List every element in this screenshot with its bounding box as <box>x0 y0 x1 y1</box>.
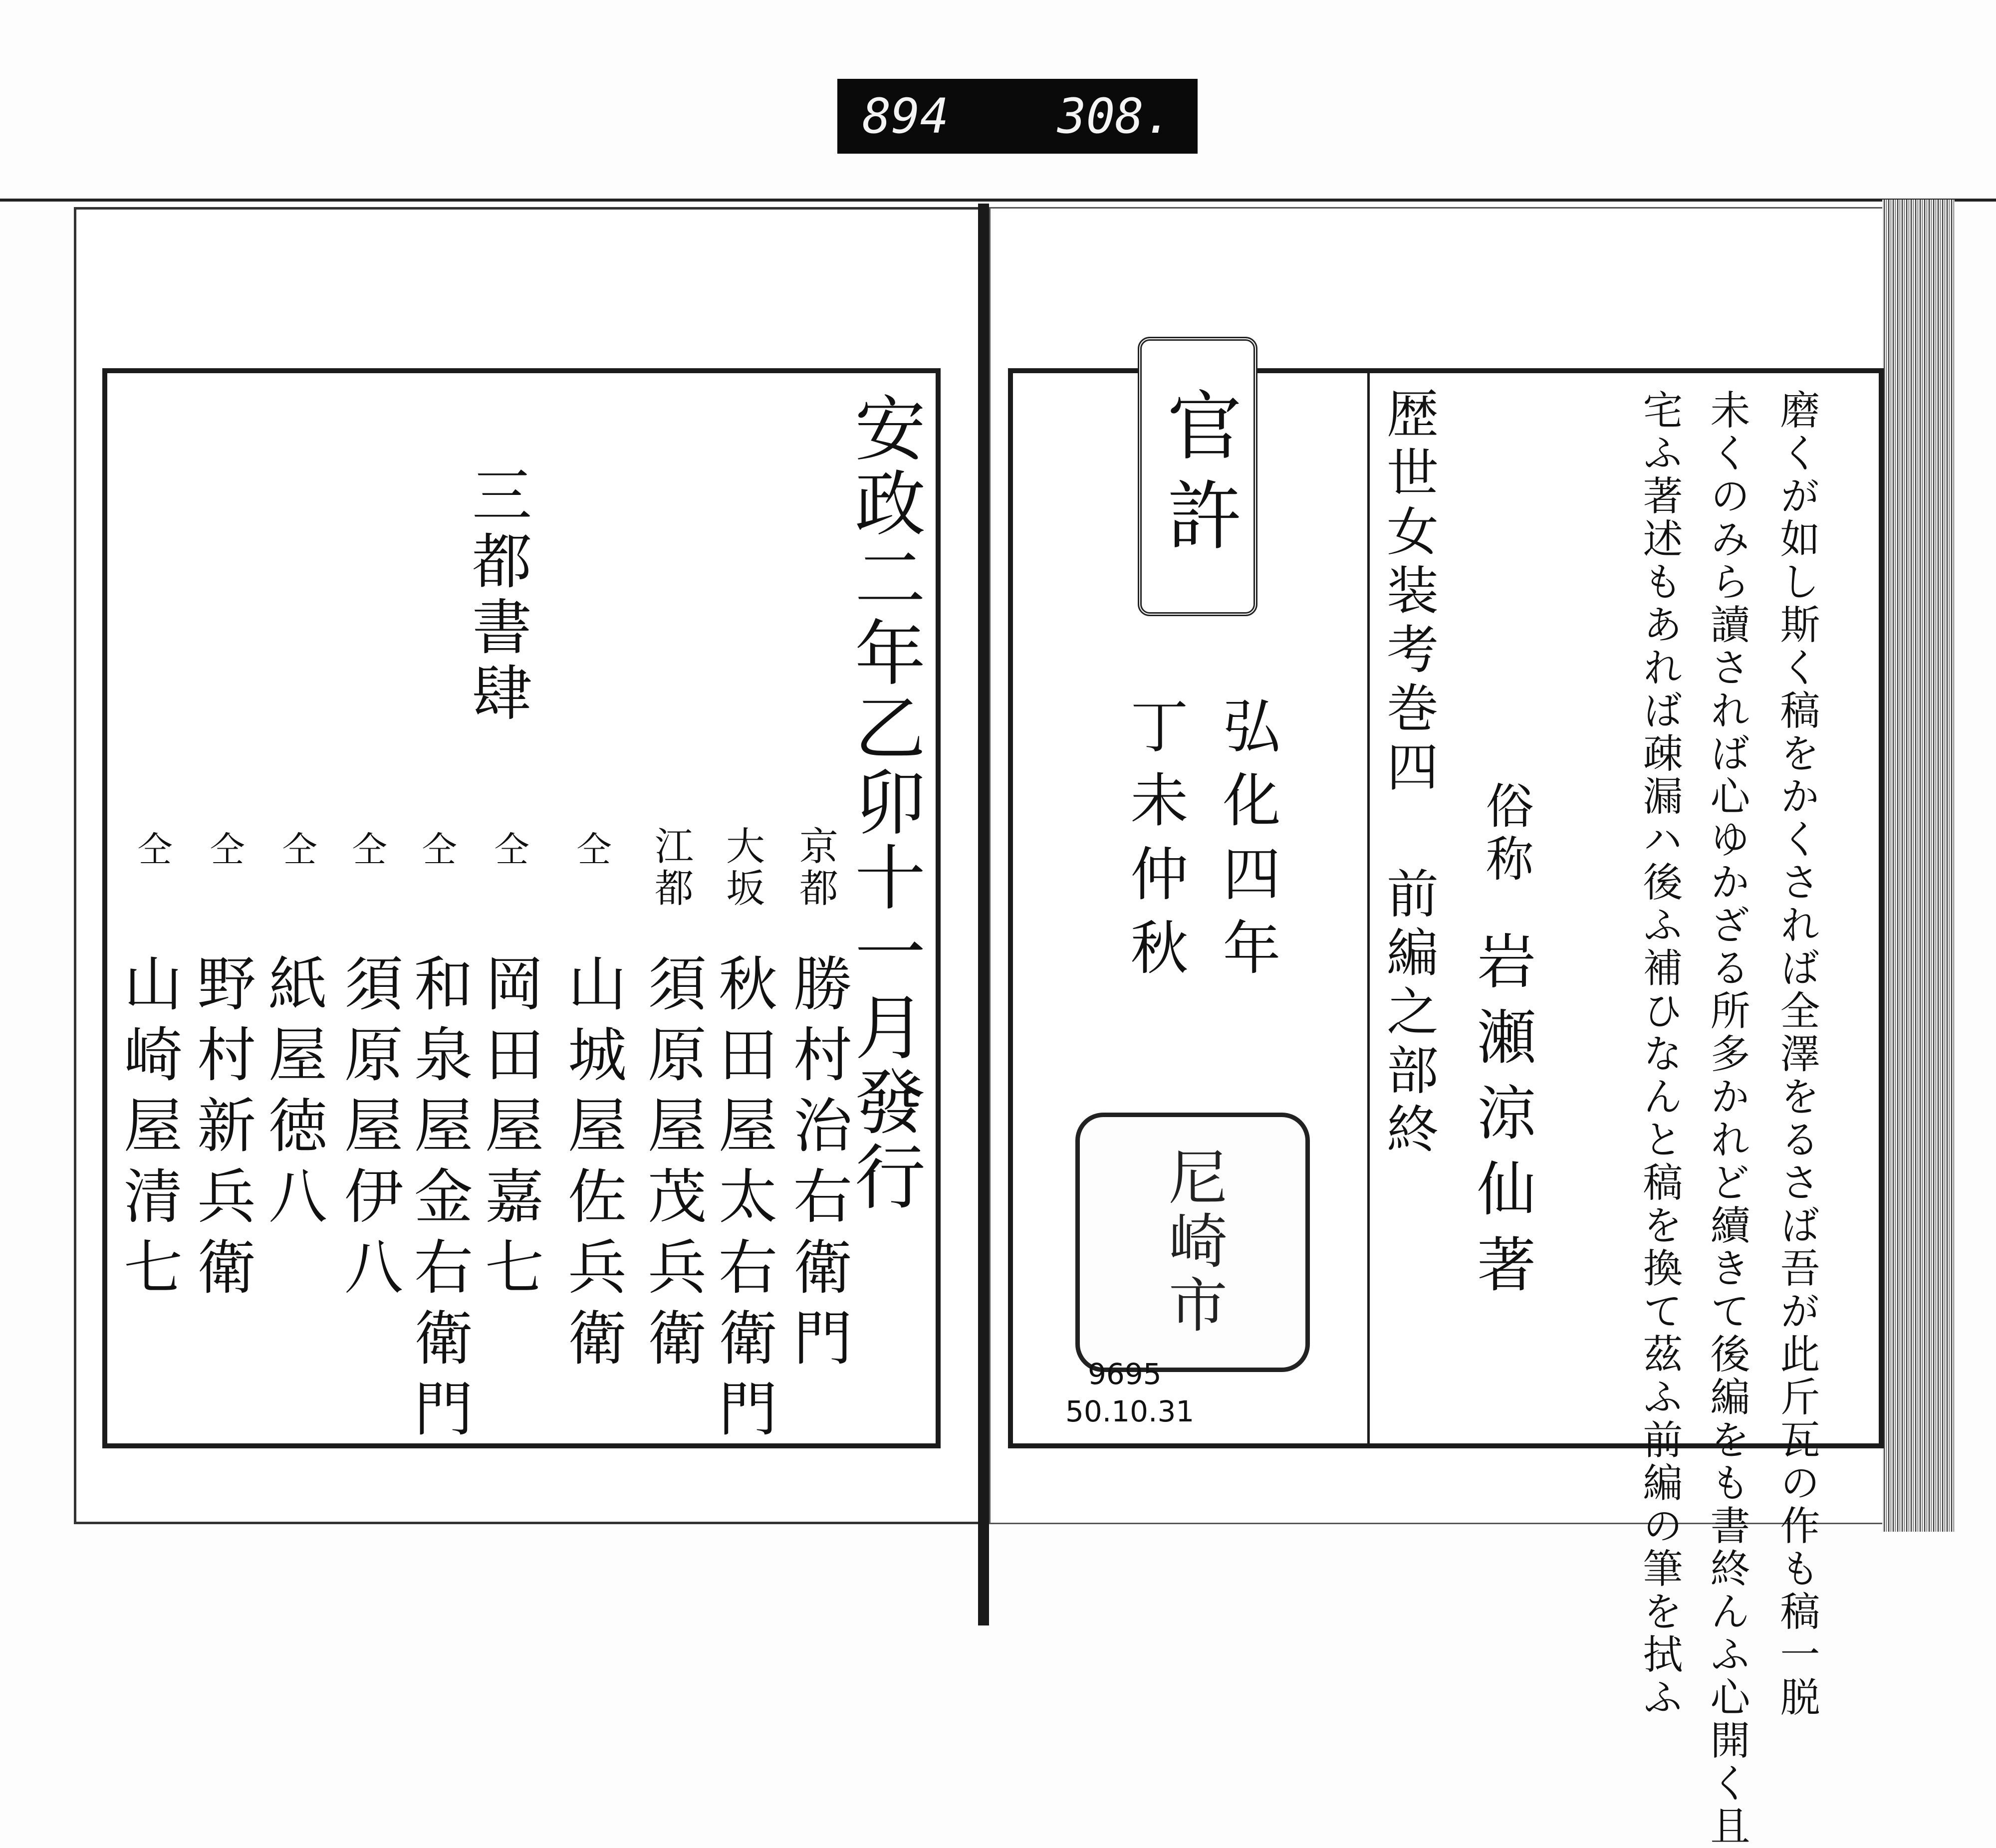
publishers-heading: 三都書肆 <box>462 464 531 727</box>
author-pseudonym: 俗称 <box>1478 781 1534 887</box>
accession-date: 50.10.31 <box>1065 1394 1195 1428</box>
right-page-divider <box>1367 373 1370 1443</box>
publisher-name: 勝村治右衛門 <box>783 953 852 1378</box>
publisher-city: 仝 <box>489 831 529 866</box>
publisher-city: 仝 <box>346 831 387 866</box>
license-text: 官許 <box>1154 387 1241 566</box>
page-fore-edge <box>1882 200 1955 1532</box>
publisher-name: 紙屋徳八 <box>258 953 327 1236</box>
publication-year: 弘化四年 <box>1213 696 1280 991</box>
accession-number: 9695 <box>1088 1357 1162 1391</box>
publisher-city: 仝 <box>571 831 612 866</box>
call-number-label <box>837 79 1198 154</box>
publisher-name: 野村新兵衛 <box>187 953 256 1307</box>
license-box <box>1138 337 1257 616</box>
publisher-city: 仝 <box>204 831 245 866</box>
publisher-name: 山城屋佐兵衛 <box>558 953 627 1378</box>
publisher-city: 仝 <box>276 831 317 866</box>
publisher-city: 江都 <box>648 826 693 910</box>
afterword-line: 未くのみら讀されば心ゆかざる所多かれど續きて後編をも書終んふ心開く且 <box>1704 389 1750 1848</box>
scan-edge <box>0 199 1996 202</box>
author-name: 岩瀬涼仙著 <box>1467 930 1536 1310</box>
publisher-city: 仝 <box>132 831 173 866</box>
publisher-name: 須原屋茂兵衛 <box>638 953 707 1378</box>
publisher-city: 大坂 <box>720 826 764 910</box>
publisher-city: 仝 <box>416 831 457 866</box>
publisher-name: 山崎屋清七 <box>114 953 183 1307</box>
publisher-name: 岡田屋嘉七 <box>475 953 544 1307</box>
afterword-line: 宅ふ著述もあれば疎漏ハ後ふ補ひなんと稿を換て茲ふ前編の筆を拭ふ <box>1636 389 1683 1719</box>
book-gutter <box>978 204 989 1625</box>
publication-date: 安政二年乙卯十一月發行 <box>843 392 925 1215</box>
call-number-left: 894 <box>862 88 949 144</box>
publisher-name: 和泉屋金右衛門 <box>404 953 473 1449</box>
call-number-right: 308. <box>1057 88 1173 144</box>
seal-text: 尼崎市 <box>1158 1147 1228 1338</box>
publisher-name: 秋田屋太右衛門 <box>709 953 777 1449</box>
volume-end-title: 歴世女装考巻四 前編之部終 <box>1378 387 1439 1161</box>
library-seal <box>1075 1113 1310 1372</box>
publisher-city: 京都 <box>793 826 838 910</box>
publication-season: 丁未仲秋 <box>1121 696 1188 991</box>
publisher-name: 須原屋伊八 <box>334 953 403 1307</box>
afterword-line: 磨くが如し斯く稿をかくされば全澤をるさば吾が此斤瓦の作も稿一脱 <box>1773 389 1820 1719</box>
